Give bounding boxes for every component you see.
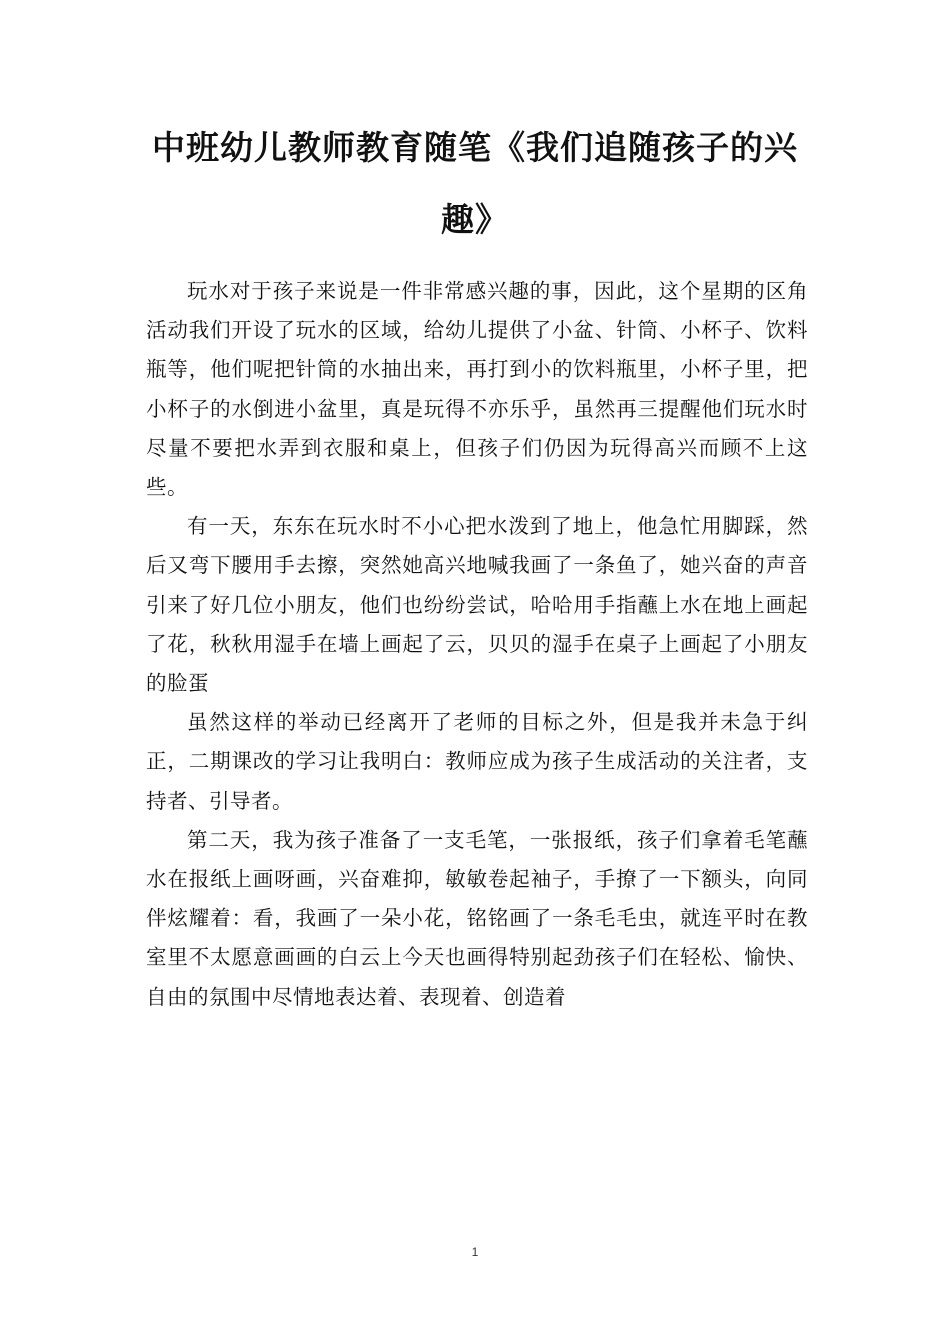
paragraph: 玩水对于孩子来说是一件非常感兴趣的事，因此，这个星期的区角活动我们开设了玩水的区域，给幼儿提供了小盆、针筒、小杯子、饮料瓶等，他们呢把针筒的水抽出来，再打到小的饮料瓶里，小杯子里，把小杯子的水倒进小盆里，真是玩得不亦乐乎，虽然再三提醒他们玩水时尽量不要把水弄到衣服和桌上，但孩子们仍因为玩得高兴而顾不上这些。 bbox=[146, 279, 808, 500]
document-title-line-2: 趣》 bbox=[441, 200, 509, 239]
document-title-line-1: 中班幼儿教师教育随笔《我们追随孩子的兴 bbox=[152, 128, 798, 167]
paragraph: 有一天，东东在玩水时不小心把水泼到了地上，他急忙用脚踩，然后又弯下腰用手去擦，突然她高兴地喊我画了一条鱼了，她兴奋的声音引来了好几位小朋友，他们也纷纷尝试，哈哈用手指蘸上水在地上画起了花，秋秋用湿手在墙上画起了云，贝贝的湿手在桌子上画起了小朋友的脸蛋 bbox=[146, 514, 808, 696]
paragraph: 第二天，我为孩子准备了一支毛笔，一张报纸，孩子们拿着毛笔蘸水在报纸上画呀画，兴奋难抑，敏敏卷起袖子，手撩了一下额头，向同伴炫耀着：看，我画了一朵小花，铭铭画了一条毛毛虫，就连平时在教室里不太愿意画画的白云上今天也画得特别起劲孩子们在轻松、愉快、自由的氛围中尽情地表达着、表现着、创造着 bbox=[146, 827, 808, 1009]
document-body bbox=[146, 272, 808, 1017]
paragraph: 虽然这样的举动已经离开了老师的目标之外，但是我并未急于纠正，二期课改的学习让我明白：教师应成为孩子生成活动的关注者，支持者、引导者。 bbox=[146, 710, 808, 813]
page-number: 1 bbox=[471, 1245, 479, 1259]
